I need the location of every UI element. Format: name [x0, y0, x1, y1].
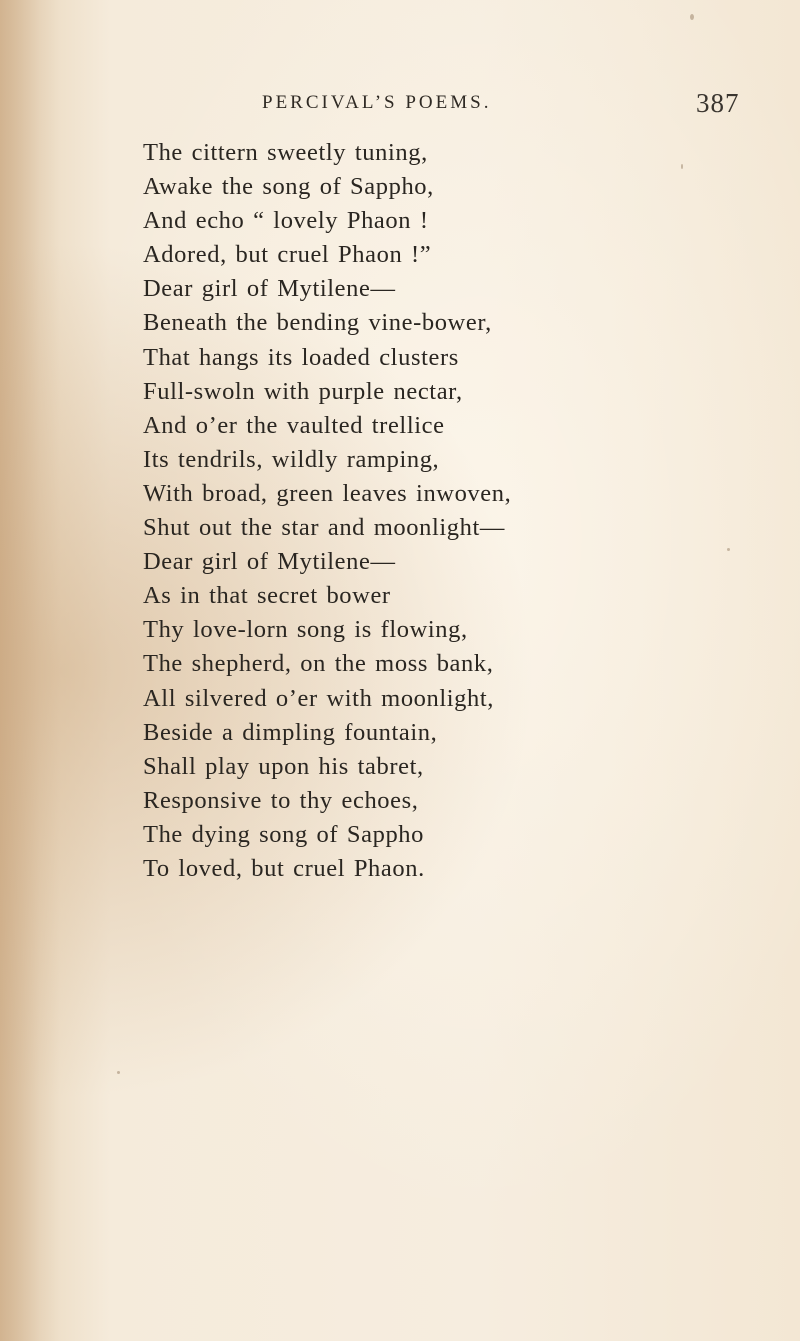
poem-line: With broad, green leaves inwoven,	[143, 479, 512, 507]
page-edge-stain	[0, 0, 60, 1341]
poem-line: The dying song of Sappho	[143, 820, 424, 848]
poem-line: Responsive to thy echoes,	[143, 786, 419, 814]
poem-line: That hangs its loaded clusters	[143, 343, 459, 371]
poem-line: And o’er the vaulted trellice	[143, 411, 445, 439]
page-number: 387	[696, 88, 740, 118]
page-header	[0, 88, 800, 128]
poem-line: Thy love-lorn song is flowing,	[143, 616, 468, 644]
poem-line: Its tendrils, wildly ramping,	[143, 445, 440, 473]
poem-line: Full-swoln with purple nectar,	[143, 377, 463, 405]
poem-line: The cittern sweetly tuning,	[143, 139, 428, 166]
poem-line: Awake the song of Sappho,	[143, 173, 434, 201]
poem-line: Adored, but cruel Phaon !”	[143, 241, 432, 269]
poem-line: Shut out the star and moonlight—	[143, 514, 505, 542]
poem-line: The shepherd, on the moss bank,	[143, 650, 494, 678]
poem-line: To loved, but cruel Phaon.	[143, 854, 425, 882]
poem-line: Dear girl of Mytilene—	[143, 548, 396, 576]
poem-line: Shall play upon his tabret,	[143, 752, 424, 780]
poem-line: Dear girl of Mytilene—	[143, 275, 396, 303]
poem-line: All silvered o’er with moonlight,	[143, 684, 495, 712]
poem-line: Beside a dimpling fountain,	[143, 718, 438, 746]
running-title: PERCIVAL’S POEMS.	[262, 92, 492, 113]
poem-line: As in that secret bower	[143, 582, 391, 610]
poem-text	[143, 136, 783, 886]
poem-line: Beneath the bending vine-bower,	[143, 309, 492, 337]
poem-line: And echo “ lovely Phaon !	[143, 207, 429, 235]
